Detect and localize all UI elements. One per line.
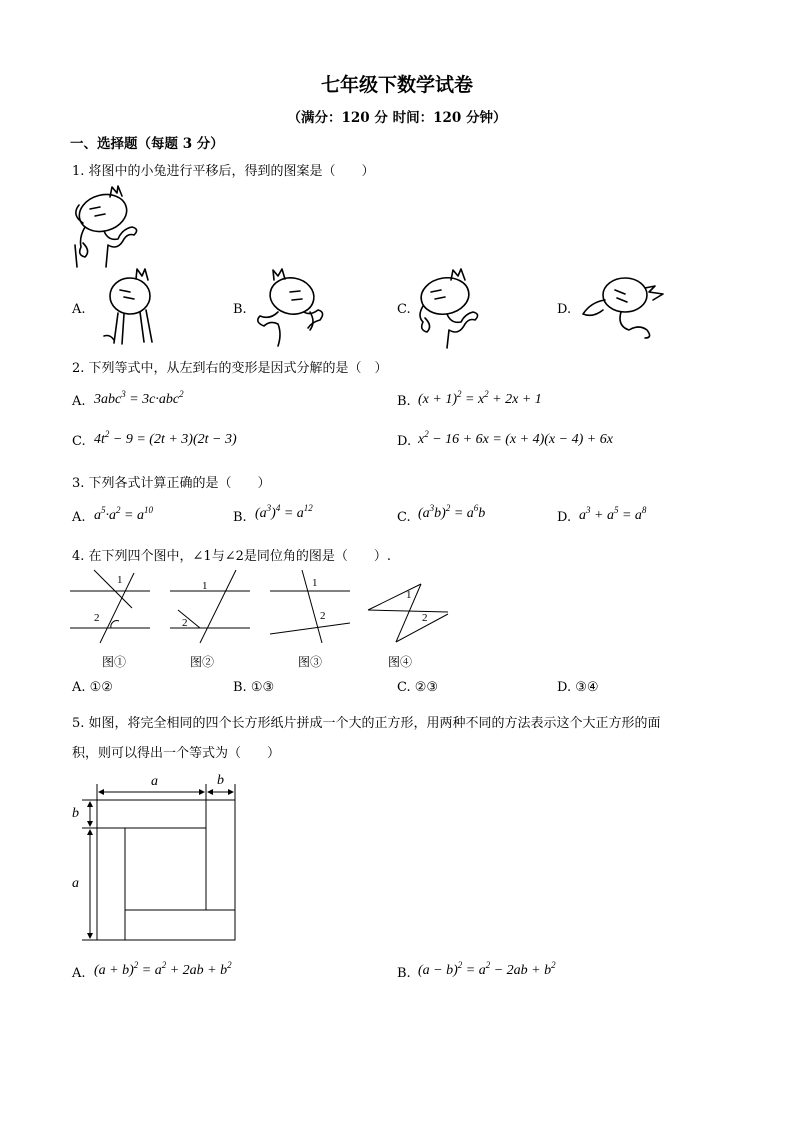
q2-option-d-formula: $x^2 - 16 + 6x = (x + 4)(x - 4) + 6x$	[418, 429, 613, 447]
q3-option-a-formula: $a^5\cdot a^2 = a^{10}$	[94, 505, 153, 523]
q3-stem: 3. 下列各式计算正确的是（ ）	[72, 476, 271, 491]
rabbit-original-image	[70, 185, 150, 270]
svg-text:1: 1	[202, 580, 208, 592]
q4-option-b: B. ①③	[233, 680, 275, 695]
q3-option-c-formula: $(a^3b)^2 = a^6b$	[418, 503, 486, 521]
q2-option-b-label: B.	[397, 394, 411, 409]
rabbit-option-b-image	[252, 266, 332, 348]
exam-subtitle: （满分：120 分 时间：120 分钟）	[287, 110, 507, 126]
svg-text:2: 2	[422, 612, 428, 624]
q5-option-b-formula: $(a - b)^2 = a^2 - 2ab + b^2$	[418, 960, 556, 978]
section-heading: 一、选择题（每题 3 分）	[70, 136, 224, 152]
q1-option-c-label: C.	[397, 302, 411, 317]
q3-option-b-label: B.	[233, 510, 247, 525]
q2-option-a-formula: 3abc$^3$ = 3c·abc$^2$	[94, 389, 184, 407]
q4-stem: 4. 在下列四个图中，∠1与∠2是同位角的图是（ ）.	[72, 549, 391, 564]
svg-text:1: 1	[117, 574, 123, 586]
dimension-a-top: a	[151, 774, 158, 789]
q2-stem: 2. 下列等式中，从左到右的变形是因式分解的是（ ）	[72, 361, 388, 376]
square-diagram	[70, 770, 245, 945]
q1-option-b-label: B.	[233, 302, 247, 317]
q1-stem: 1. 将图中的小兔进行平移后，得到的图案是（ ）	[72, 164, 375, 179]
svg-text:2: 2	[94, 612, 100, 624]
exam-title: 七年级下数学试卷	[320, 74, 473, 96]
q4-option-a: A. ①②	[72, 680, 113, 695]
dimension-b-left: b	[72, 806, 79, 821]
q3-option-a-label: A.	[72, 510, 86, 525]
q2-option-c-label: C.	[72, 434, 86, 449]
q2-option-a-label: A.	[72, 394, 86, 409]
dimension-a-left: a	[72, 876, 79, 891]
q1-option-d-label: D.	[557, 302, 572, 317]
q2-option-c-formula: $4t^2 - 9 = (2t + 3)(2t - 3)$	[94, 429, 237, 447]
q5-option-b-label: B.	[397, 966, 411, 981]
rabbit-option-c-image	[415, 266, 495, 351]
angle-figure-3	[270, 568, 355, 643]
svg-text:1: 1	[406, 589, 412, 601]
q5-stem-line-2: 积，则可以得出一个等式为（ ）	[72, 746, 281, 761]
angle-figure-4	[366, 570, 456, 645]
q5-stem-line-1: 5. 如图，将完全相同的四个长方形纸片拼成一个大的正方形，用两种不同的方法表示这个大正方形的面	[72, 716, 661, 731]
q3-option-d-formula: $a^3 + a^5 = a^8$	[579, 505, 647, 523]
q2-option-d-label: D.	[397, 434, 412, 449]
angle-figure-1	[70, 568, 155, 643]
figure-3-caption: 图③	[298, 655, 323, 669]
figure-2-caption: 图②	[190, 655, 215, 669]
q1-option-a-label: A.	[72, 302, 86, 317]
svg-text:2: 2	[320, 610, 326, 622]
q3-option-c-label: C.	[397, 510, 411, 525]
q3-option-b-formula: $(a^3)^4 = a^{12}$	[255, 503, 313, 521]
figure-4-caption: 图④	[388, 655, 413, 669]
q5-option-a-label: A.	[72, 966, 86, 981]
q5-option-a-formula: $(a + b)^2 = a^2 + 2ab + b^2$	[94, 960, 232, 978]
angle-figure-2	[170, 568, 255, 643]
rabbit-option-a-image	[90, 266, 170, 346]
figure-1-caption: 图①	[102, 655, 127, 669]
q3-option-d-label: D.	[557, 510, 572, 525]
rabbit-option-d-image	[575, 270, 675, 345]
q4-option-d: D. ③④	[557, 680, 599, 695]
svg-text:1: 1	[312, 577, 318, 589]
q2-option-b-formula: $(x + 1)^2 = x^2 + 2x + 1$	[418, 389, 542, 407]
svg-text:2: 2	[182, 617, 188, 629]
q4-option-c: C. ②③	[397, 680, 439, 695]
dimension-b-top: b	[217, 773, 224, 788]
